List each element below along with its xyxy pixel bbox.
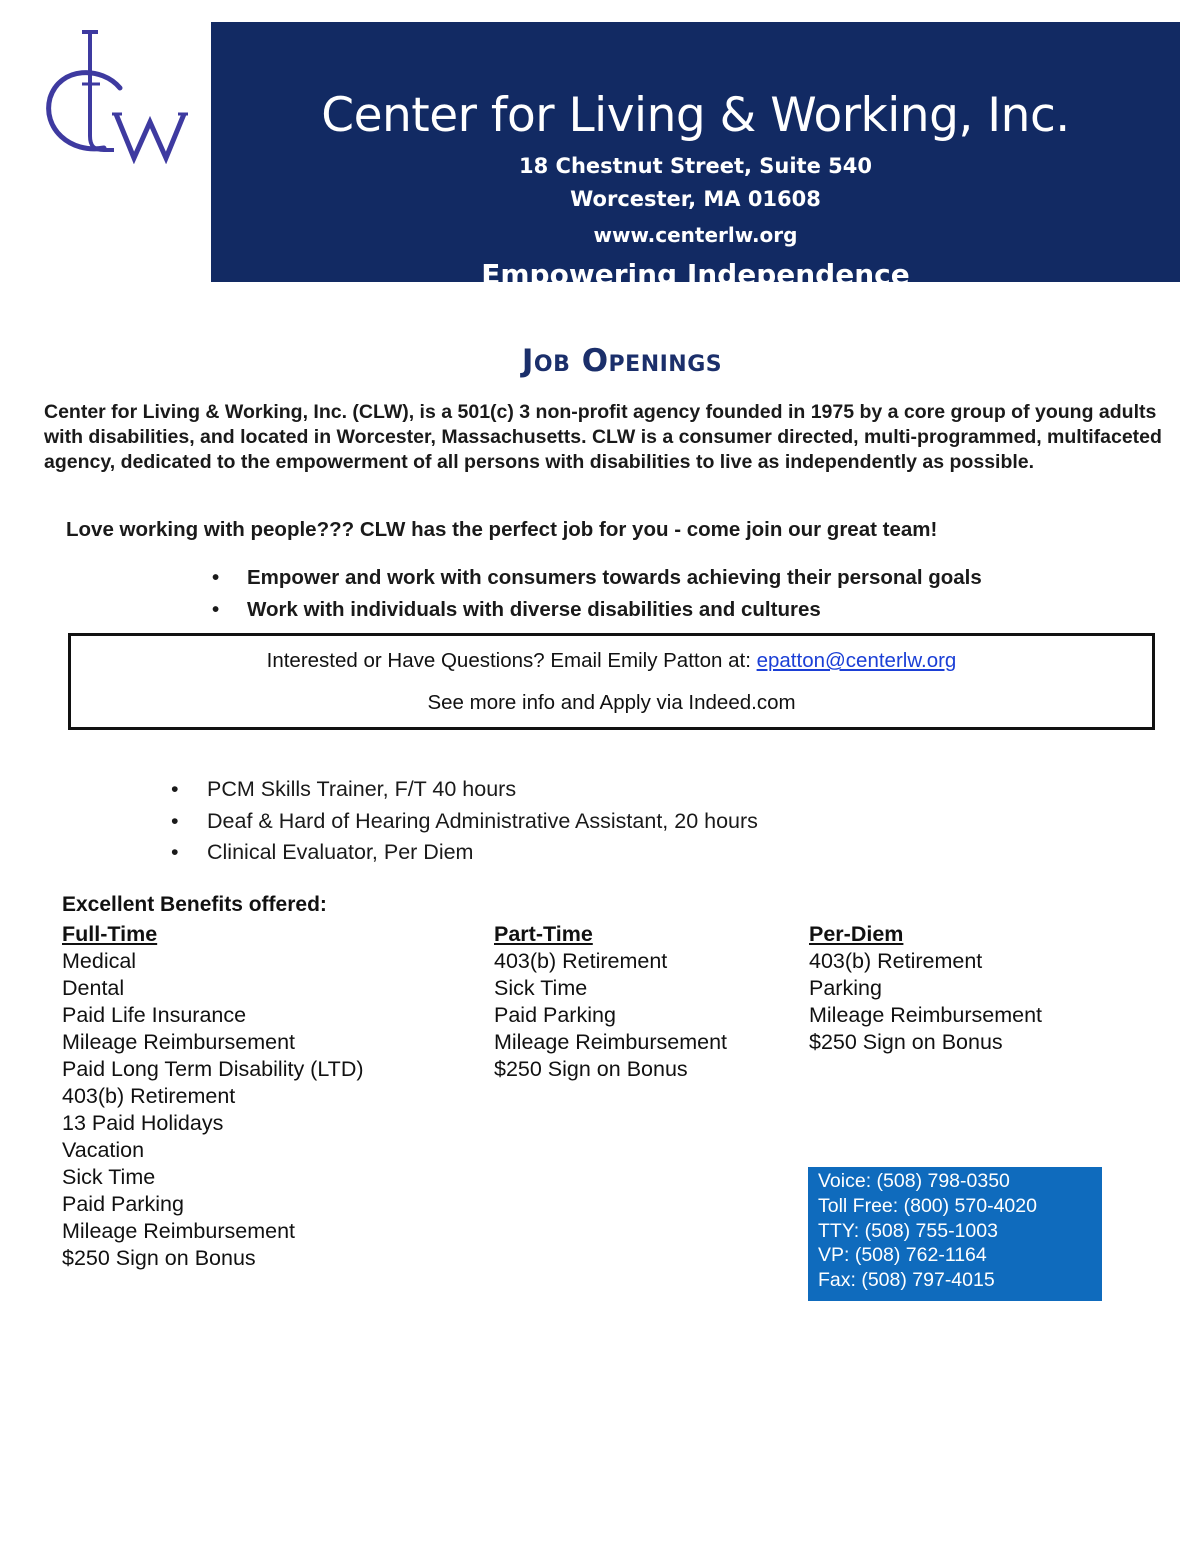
benefit-item: $250 Sign on Bonus: [494, 1057, 688, 1081]
tagline: Empowering Independence: [481, 258, 910, 291]
apply-line: See more info and Apply via Indeed.com: [427, 691, 796, 714]
contact-info-box: [68, 633, 1155, 730]
benefit-item: Paid Long Term Disability (LTD): [62, 1057, 364, 1081]
address-line-1: 18 Chestnut Street, Suite 540: [519, 154, 872, 178]
positions-list: [171, 776, 758, 871]
benefit-item: Paid Life Insurance: [62, 1003, 247, 1027]
benefit-item: Paid Parking: [494, 1003, 616, 1027]
benefits-part-time: [494, 921, 727, 1083]
recruit-line: Love working with people??? CLW has the perfect job for you - come join our great team!: [66, 518, 938, 541]
benefit-item: Vacation: [62, 1138, 145, 1162]
org-name: Center for Living & Working, Inc.: [321, 88, 1070, 143]
benefit-item: Sick Time: [494, 976, 588, 1000]
page-title: Job Openings: [521, 343, 723, 379]
benefit-item: Parking: [809, 976, 882, 1000]
header-banner: [211, 22, 1180, 291]
position-item: • Deaf & Hard of Hearing Administrative Assistant, 20 hours: [171, 808, 758, 840]
part-time-heading: Part-Time: [494, 922, 593, 946]
email-link[interactable]: epatton@centerlw.org: [756, 649, 957, 672]
benefit-item: 403(b) Retirement: [809, 949, 983, 973]
benefit-item: Mileage Reimbursement: [494, 1030, 728, 1054]
question-text: Interested or Have Questions? Email Emily Patton at:: [266, 649, 757, 672]
benefit-item: Mileage Reimbursement: [62, 1219, 296, 1243]
question-line: [71, 649, 1152, 673]
benefit-item: $250 Sign on Bonus: [809, 1030, 1003, 1054]
benefit-item: Medical: [62, 949, 137, 973]
clw-logo: [42, 26, 188, 164]
highlights-list: [212, 565, 982, 629]
contact-toll-free: Toll Free: (800) 570-4020: [818, 1194, 1037, 1217]
contact-fax: Fax: (508) 797-4015: [818, 1269, 995, 1292]
benefit-item: Paid Parking: [62, 1192, 184, 1216]
benefit-item: Sick Time: [62, 1165, 156, 1189]
benefit-item: 403(b) Retirement: [494, 949, 668, 973]
full-time-heading: Full-Time: [62, 922, 158, 946]
benefit-item: 403(b) Retirement: [62, 1084, 236, 1108]
benefits-title: Excellent Benefits offered:: [62, 893, 327, 916]
highlight-item: • Empower and work with consumers towards achieving their personal goals: [212, 565, 982, 597]
position-item: • Clinical Evaluator, Per Diem: [171, 839, 758, 871]
contact-vp: VP: (508) 762-1164: [818, 1244, 987, 1267]
contact-tty: TTY: (508) 755-1003: [818, 1219, 998, 1242]
address-line-2: Worcester, MA 01608: [570, 187, 821, 211]
phone-contacts-box: [808, 1167, 1102, 1301]
per-diem-heading: Per-Diem: [809, 922, 904, 946]
benefits-full-time: [62, 921, 364, 1272]
benefit-item: Mileage Reimbursement: [62, 1030, 296, 1054]
benefit-item: Dental: [62, 976, 125, 1000]
benefit-item: 13 Paid Holidays: [62, 1111, 224, 1135]
intro-paragraph: Center for Living & Working, Inc. (CLW), is a 501(c) 3 non-profit agency founded in 1975 by a core group of young adults with disabilities, and located in Worcester, Massachusetts. CLW is a consumer directed, multi-programmed, multifaceted agency, dedicated to the empowerment of all persons with disabilities to live as independently as possible.: [44, 401, 1162, 473]
website-link[interactable]: www.centerlw.org: [593, 223, 798, 247]
benefit-item: $250 Sign on Bonus: [62, 1246, 256, 1270]
position-item: • PCM Skills Trainer, F/T 40 hours: [171, 776, 758, 808]
highlight-item: • Work with individuals with diverse disabilities and cultures: [212, 597, 982, 629]
benefit-item: Mileage Reimbursement: [809, 1003, 1043, 1027]
benefits-per-diem: [809, 921, 1042, 1056]
contact-voice: Voice: (508) 798-0350: [818, 1170, 1010, 1192]
